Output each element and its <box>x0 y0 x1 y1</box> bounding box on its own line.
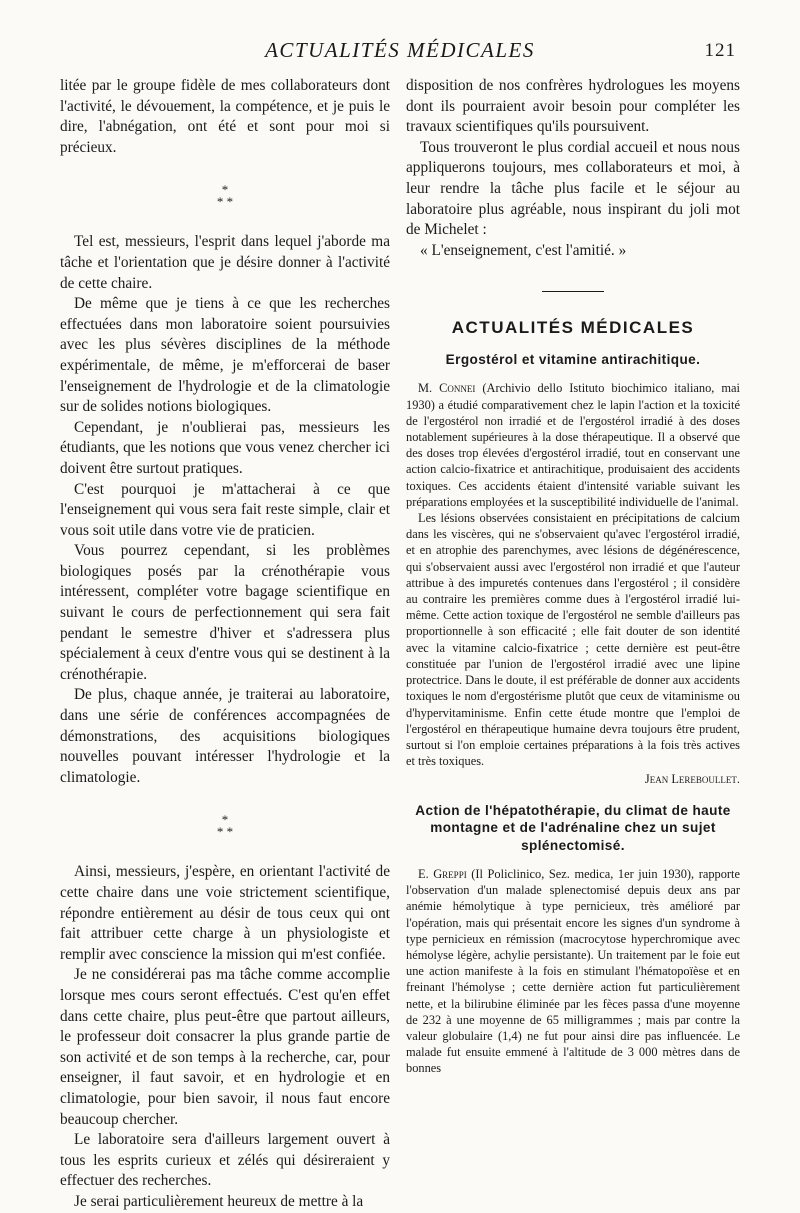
article-intro-text: (Archivio dello Istituto biochimico italiano, mai 1930) a étudié comparativement chez le lapin l'action et la toxicité de l'ergostérol non irradié et de l'ergostérol irradié à des doses notablement supérieures à la dose thérapeutique. Il a observé que des doses trop élevées d'ergostérol irradié, tout en conservant une action calcio-fixatrice et antirachitique, produisaient des accidents toxiques. Ces accidents étaient d'intensité variable suivant les préparations employées et la susceptibilité individuelle de l'animal. <box>406 381 740 509</box>
asterism-top: * <box>221 812 229 828</box>
running-head <box>0 38 800 70</box>
article-title: Ergostérol et vitamine antirachitique. <box>445 351 701 367</box>
paragraph: Le laboratoire sera d'ailleurs largement ouvert à tous les esprits curieux et zélés qui désireraient y effectuer des recherches. <box>60 1131 390 1190</box>
asterism <box>60 184 390 208</box>
asterism-top: * <box>221 182 229 198</box>
running-title: ACTUALITÉS MÉDICALES <box>265 38 535 62</box>
paragraph: Les lésions observées consistaient en précipitations de calcium dans les viscères, qui ne s'observaient qu'avec l'ergostérol irradié, et en atrophie des parenchymes, avec lésions de dégénérescence, qui s'observaient aussi avec l'ergostérol non irradié et que l'auteur attribue à des impuretés contenues dans l'ergostérol ; il considère au contraire les premières comme dues à l'ergostérol irradié lui-même. Cette action toxique de l'ergostérol ne semble d'ailleurs pas proportionnelle à son efficacité ; elle fait douter de son identité avec la vitamine calcio-fixatrice ; cette dernière est peut-être constituée par l'union de l'ergostérol irradié avec une lipine protectrice. Dans le doute, il est préférable de donner aux accidents toxiques le nom d'ergostérisme plutôt que ceux de vitaminisme ou d'hypervitaminisme. Enfin cette étude montre que l'emploi de l'ergostérol en thérapeutique humaine devra toujours être prudent, surtout si l'on emploie certaines préparations à la fois très actives et très toxiques. <box>406 511 740 769</box>
article-author: M. Connei <box>418 381 476 396</box>
paragraph: Je serai particulièrement heureux de mettre à la <box>74 1192 364 1210</box>
left-column <box>60 76 390 1213</box>
page-number: 121 <box>704 40 736 61</box>
paragraph: litée par le groupe fidèle de mes collaborateurs dont l'activité, le dévouement, la compétence, et je puis le dire, l'abnégation, ont été et sont pour moi si précieux. <box>60 77 390 156</box>
quote: « L'enseignement, c'est l'amitié. » <box>420 241 627 259</box>
paragraph: C'est pourquoi je m'attacherai à ce que l'enseignement qui vous sera fait reste simple, clair et vous soit utile dans votre vie de praticien. <box>60 480 390 539</box>
article-intro <box>406 866 740 1077</box>
paragraph: Tel est, messieurs, l'esprit dans lequel j'aborde ma tâche et l'orientation que je désire donner à l'activité de cette chaire. <box>60 233 390 292</box>
paragraph: Cependant, je n'oublierai pas, messieurs les étudiants, que les notions que vous venez chercher ici doivent être surtout pratiques. <box>60 418 390 477</box>
article-title: Action de l'hépatothérapie, du climat de haute montagne et de l'adrénaline chez un sujet splénectomisé. <box>415 802 731 853</box>
section-title: ACTUALITÉS MÉDICALES <box>451 318 695 338</box>
right-column <box>406 76 740 1077</box>
article-intro <box>406 380 740 510</box>
spacer <box>406 788 740 802</box>
section-divider <box>542 291 604 292</box>
paragraph: De même que je tiens à ce que les recherches effectuées dans mon laboratoire soient poursuivies avec les plus sévères disciplines de la méthode expérimentale, de même, je m'efforcerai de baser l'enseignement de l'hydrologie et de la climatologie sur de solides notions biologiques. <box>60 295 390 416</box>
paragraph: Vous pourrez cependant, si les problèmes biologiques posés par la crénothérapie vous intéressent, compléter votre bagage scientifique en suivant le cours de perfectionnement qui sera fait pendant le semestre d'hiver et s'adressera plus spécialement à ceux d'entre vous qui se destinent à la crénothérapie. <box>60 542 390 683</box>
asterism <box>60 814 390 838</box>
paragraph: disposition de nos confrères hydrologues les moyens dont ils pourraient avoir besoin pour compléter les travaux scientifiques qu'ils poursuivent. <box>406 77 740 136</box>
article-intro-text: (Il Policlinico, Sez. medica, 1er juin 1930), rapporte l'observation d'un malade splenectomisé depuis deux ans par anémie hémolytique à type pernicieux, très amélioré par l'opération, mais qui présentait encore les signes d'un syndrome à type pernicieux en rémission (macrocytose hyperchromique avec hémolyse légère, achylie persistante). Un traitement par le foie eut une action manifeste à la fois en stimulant l'hématopoïèse et en freinant l'hémolyse ; cette dernière action fut particulièrement nette, et la bilirubine éliminée par les fèces passa d'une moyenne de 232 à une moyenne de 65 milligrammes ; mais par contre la valeur globulaire (1,4) ne fut pour ainsi dire pas influencée. Le malade fut ensuite emmené à l'altitude de 3 000 mètres dans de bonnes <box>406 867 740 1076</box>
article-body <box>406 866 740 1077</box>
paragraph: De plus, chaque année, je traiterai au laboratoire, dans une série de conférences accompagnées de démonstrations, des acquisitions biologiques nouvelles pouvant intéresser l'hydrologie et la climatologie. <box>60 686 390 786</box>
paragraph: Je ne considérerai pas ma tâche comme accomplie lorsque mes cours seront effectués. C'est qu'en effet dans cette chaire, plus peut-être que partout ailleurs, le professeur doit consacrer la plus grande partie de son activité et de son temps à la recherche, car, pour enseigner, il faut savoir, et en hydrologie et en climatologie, pour bien savoir, il nous faut encore beaucoup chercher. <box>60 966 390 1128</box>
paragraph: Ainsi, messieurs, j'espère, en orientant l'activité de cette chaire dans une voie strictement scientifique, répondre entièrement au désir de tous ceux qui ont fait attribuer cette charge à un physiologiste et remplir avec conscience la mission qui m'est confiée. <box>60 863 390 963</box>
article-signature: Jean Lereboullet. <box>644 772 740 787</box>
asterism-bottom: * * <box>216 194 234 210</box>
asterism-bottom: * * <box>216 824 234 840</box>
article-body <box>406 380 740 787</box>
paragraph: Tous trouveront le plus cordial accueil et nous nous appliquerons toujours, mes collaborateurs et moi, à leur rendre la tâche plus facile et le séjour au laboratoire plus agréable, nous inspirant du joli mot de Michelet : <box>406 138 740 239</box>
article-author: E. Greppi <box>418 867 467 882</box>
